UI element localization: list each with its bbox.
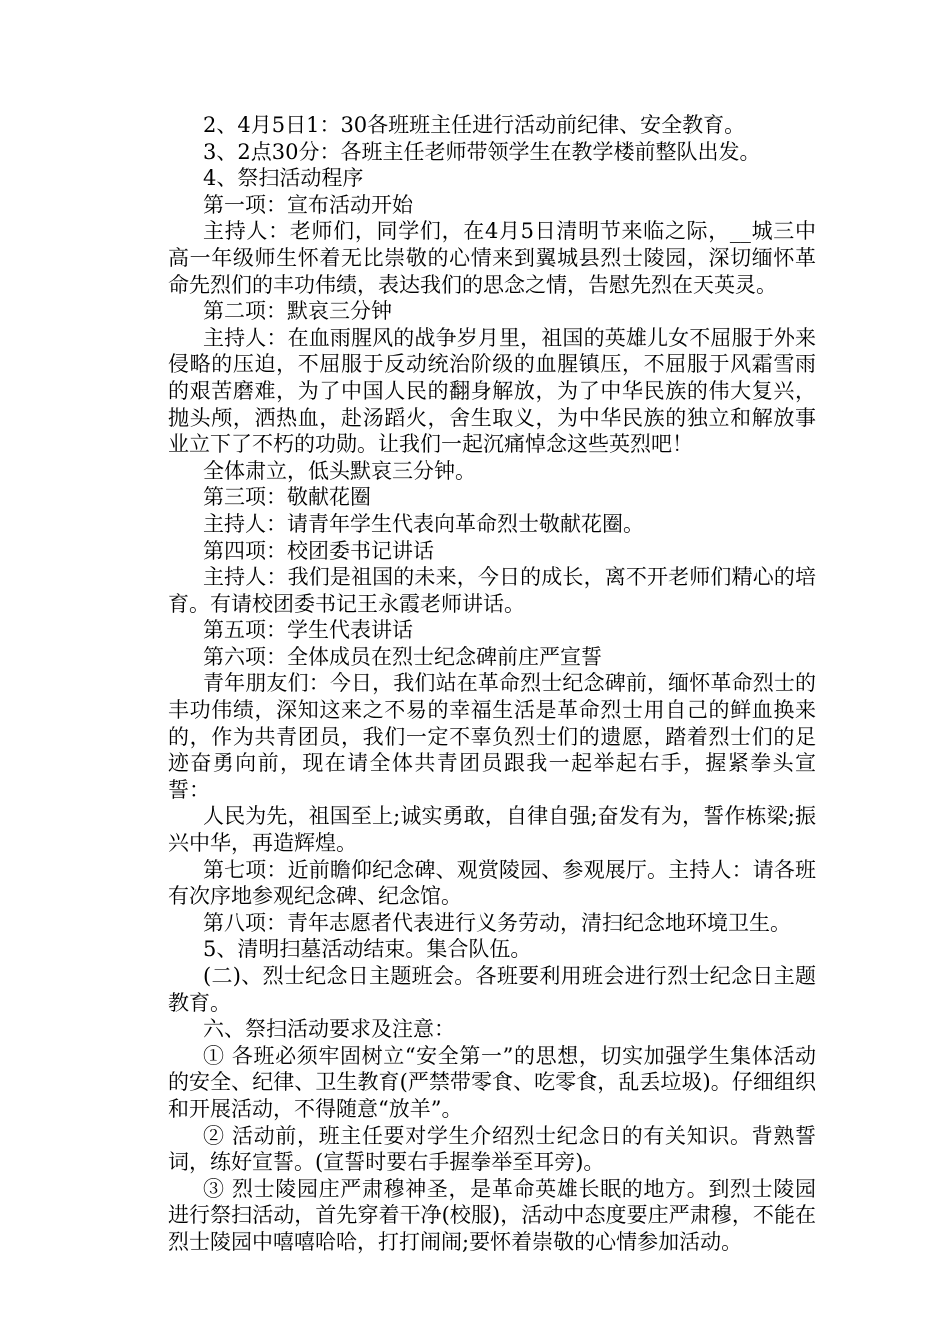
paragraph: 人民为先，祖国至上;诚实勇敢，自律自强;奋发有为，誓作栋梁;振兴中华，再造辉煌。 — [168, 804, 816, 856]
paragraph: 主持人：在血雨腥风的战争岁月里，祖国的英雄儿女不屈服于外来侵略的压迫，不屈服于反动统治阶级的血腥镇压，不屈服于风霜雪雨的艰苦磨难，为了中国人民的翻身解放，为了中华民族的伟大复兴，抛头颅，洒热血，赴汤蹈火，舍生取义，为中华民族的独立和解放事业立下了不朽的功勋。让我们一起沉痛悼念这些英烈吧！ — [168, 325, 816, 457]
paragraph: 主持人：老师们，同学们，在4月5日清明节来临之际，__城三中高一年级师生怀着无比崇敬的心情来到翼城县烈士陵园，深切缅怀革命先烈们的丰功伟绩，表达我们的思念之情，告慰先烈在天英灵。 — [168, 219, 816, 297]
paragraph: 3、2点30分：各班主任老师带领学生在教学楼前整队出发。 — [203, 139, 761, 164]
paragraph: ② 活动前，班主任要对学生介绍烈士纪念日的有关知识。背熟誓词，练好宣誓。(宣誓时要右手握拳举至耳旁)。 — [168, 1123, 816, 1175]
paragraph: 主持人：我们是祖国的未来，今日的成长，离不开老师们精心的培育。有请校团委书记王永霞老师讲话。 — [168, 565, 816, 616]
paragraph: 第一项：宣布活动开始 — [203, 192, 413, 217]
paragraph: 全体肃立，低头默哀三分钟。 — [203, 458, 476, 483]
paragraph: 第六项：全体成员在烈士纪念碑前庄严宣誓 — [203, 644, 602, 669]
paragraph: 第五项：学生代表讲话 — [203, 618, 413, 643]
paragraph: ③ 烈士陵园庄严肃穆神圣，是革命英雄长眠的地方。到烈士陵园进行祭扫活动，首先穿着干净(校服)，活动中态度要庄严肃穆，不能在烈士陵园中嘻嘻哈哈，打打闹闹;要怀着崇敬的心情参加活动。 — [168, 1176, 816, 1254]
paragraph: 第四项：校团委书记讲话 — [203, 538, 434, 563]
document-body — [168, 112, 816, 1256]
paragraph: 第八项：青年志愿者代表进行义务劳动，清扫纪念地环境卫生。 — [203, 910, 791, 935]
paragraph: 第三项：敬献花圈 — [203, 485, 371, 510]
paragraph: 4、祭扫活动程序 — [203, 166, 364, 191]
paragraph: 青年朋友们：今日，我们站在革命烈士纪念碑前，缅怀革命烈士的丰功伟绩，深知这来之不易的幸福生活是革命烈士用自己的鲜血换来的，作为共青团员，我们一定不辜负烈士们的遗愿，踏着烈士们的足迹奋勇向前，现在请全体共青团员跟我一起举起右手，握紧拳头宣誓： — [168, 671, 816, 802]
paragraph: 主持人：请青年学生代表向革命烈士敬献花圈。 — [203, 511, 644, 536]
paragraph: 第二项：默哀三分钟 — [203, 299, 392, 324]
paragraph: 六、祭扫活动要求及注意： — [203, 1017, 455, 1042]
paragraph: (二)、烈士纪念日主题班会。各班要利用班会进行烈士纪念日主题教育。 — [168, 964, 816, 1015]
paragraph: ① 各班必须牢固树立“安全第一”的思想，切实加强学生集体活动的安全、纪律、卫生教育(严禁带零食、吃零食，乱丢垃圾)。仔细组织和开展活动，不得随意“放羊”。 — [168, 1043, 816, 1121]
paragraph: 2、4月5日1：30各班班主任进行活动前纪律、安全教育。 — [203, 113, 746, 137]
paragraph: 第七项：近前瞻仰纪念碑、观赏陵园、参观展厅。主持人：请各班有次序地参观纪念碑、纪念馆。 — [168, 857, 816, 909]
paragraph: 5、清明扫墓活动结束。集合队伍。 — [203, 937, 532, 962]
